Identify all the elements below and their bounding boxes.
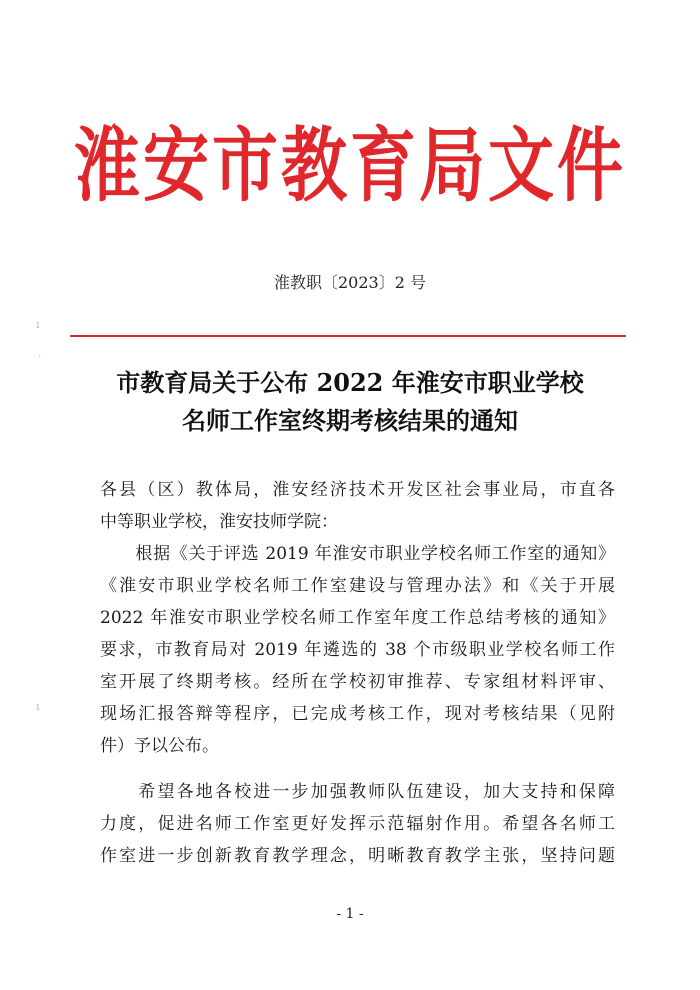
paragraph-addressees — [100, 474, 615, 538]
text-line: 力度，促进名师工作室更好发挥示范辐射作用。希望各名师工 — [100, 814, 615, 834]
text-line: 2022 年淮安市职业学校名师工作室年度工作总结考核的通知》 — [100, 608, 615, 628]
red-divider-line — [70, 335, 626, 337]
scan-speck: ı — [36, 318, 40, 331]
text-line: 件）予以公布。 — [100, 736, 219, 756]
notice-title-line-1: 市教育局关于公布 2022 年淮安市职业学校 — [116, 368, 584, 397]
paragraph-main — [100, 538, 615, 762]
text-line: 室开展了终期考核。经所在学校初审推荐、专家组材料评审、 — [100, 672, 615, 692]
text-line: 中等职业学校，淮安技师学院： — [100, 512, 338, 532]
document-number: 淮教职〔2023〕2 号 — [274, 273, 426, 292]
text-line: 希望各地各校进一步加强教师队伍建设，加大支持和保障 — [100, 782, 615, 802]
paragraph-expectations — [100, 776, 615, 872]
text-line: 各县（区）教体局，淮安经济技术开发区社会事业局，市直各 — [100, 480, 615, 500]
scan-speck: · — [38, 350, 42, 363]
text-line: 根据《关于评选 2019 年淮安市职业学校名师工作室的通知》 — [100, 544, 615, 564]
scan-speck: ı — [36, 700, 40, 713]
text-line: 要求，市教育局对 2019 年遴选的 38 个市级职业学校名师工作 — [100, 640, 615, 660]
text-line: 现场汇报答辩等程序，已完成考核工作，现对考核结果（见附 — [100, 704, 615, 724]
text-line: 《淮安市职业学校名师工作室建设与管理办法》和《关于开展 — [100, 576, 615, 596]
notice-title-line-2: 名师工作室终期考核结果的通知 — [182, 406, 518, 435]
masthead-title: 淮安市教育局文件 — [74, 119, 626, 214]
text-line: 作室进一步创新教育教学理念，明晰教育教学主张，坚持问题 — [100, 846, 615, 866]
notice-title — [60, 364, 640, 440]
page-number: - 1 - — [336, 906, 364, 922]
notice-body — [100, 474, 615, 872]
